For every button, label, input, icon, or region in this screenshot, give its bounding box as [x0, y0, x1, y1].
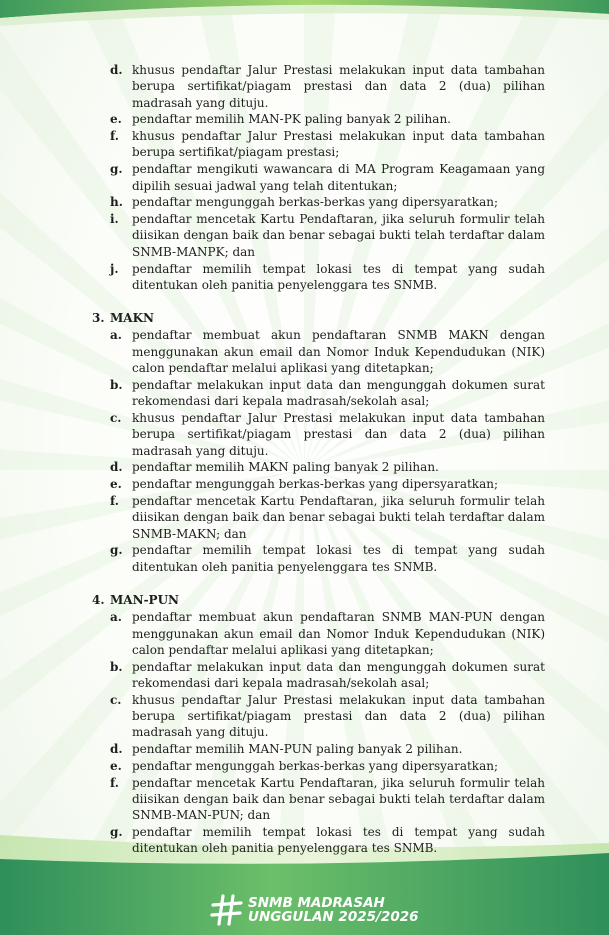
- list-item-letter: g.: [110, 825, 123, 840]
- list-item-text: khusus pendaftar Jalur Prestasi melakukan input data tambahan berupa sertifikat/piagam prestasi dan data 2 (dua) pilihan madrasah yang dituju.: [132, 692, 545, 740]
- list-item: [110, 194, 545, 210]
- list-item-text: pendaftar melakukan input data dan mengunggah dokumen surat rekomendasi dari kepala madrasah/sekolah asal;: [132, 659, 545, 690]
- list-item-letter: d.: [110, 460, 123, 475]
- list-item-text: pendaftar mengunggah berkas-berkas yang dipersyaratkan;: [132, 477, 498, 492]
- list-item: [110, 62, 545, 111]
- list-item-text: khusus pendaftar Jalur Prestasi melakukan input data tambahan berupa sertifikat/piagam prestasi dan data 2 (dua) pilihan madrasah yang dituju.: [132, 410, 545, 458]
- list-item: [110, 493, 545, 542]
- hashtag-icon: [210, 893, 244, 927]
- list-item: [110, 459, 545, 475]
- section-number: 3.: [92, 311, 105, 326]
- list-item-text: pendaftar mencetak Kartu Pendaftaran, jika seluruh formulir telah diisikan dengan baik dan benar sebagai bukti telah terdaftar dalam SNMB-MANPK; dan: [132, 212, 545, 259]
- list-item-letter: e.: [110, 758, 122, 773]
- list-item-text: pendaftar memilih MAN-PK paling banyak 2 pilihan.: [132, 112, 451, 127]
- list-item-text: pendaftar memilih MAKN paling banyak 2 pilihan.: [132, 460, 439, 475]
- list-item: [110, 161, 545, 194]
- section-number: 4.: [92, 592, 105, 607]
- list-item: [110, 775, 545, 824]
- list-item-text: pendaftar mencetak Kartu Pendaftaran, jika seluruh formulir telah diisikan dengan baik dan benar sebagai bukti telah terdaftar dalam SNMB-MAN-PUN; dan: [132, 775, 545, 823]
- list-item: [110, 692, 545, 741]
- list-item-letter: d.: [110, 63, 123, 77]
- top-decoration-band: [0, 0, 609, 40]
- section-heading: [92, 592, 609, 608]
- list-item-letter: d.: [110, 742, 123, 757]
- document-content: [0, 62, 609, 857]
- list-item-letter: h.: [110, 195, 123, 210]
- list-item: [110, 211, 545, 260]
- list-item: [110, 758, 545, 774]
- list-item-text: pendaftar mengunggah berkas-berkas yang dipersyaratkan;: [132, 758, 498, 773]
- list-item-letter: g.: [110, 543, 123, 558]
- list-item: [110, 609, 545, 658]
- list-item-text: pendaftar mencetak Kartu Pendaftaran, jika seluruh formulir telah diisikan dengan baik dan benar sebagai bukti telah terdaftar dalam SNMB-MAKN; dan: [132, 493, 545, 541]
- list-item-letter: f.: [110, 775, 119, 790]
- section-title: MAKN: [110, 311, 154, 326]
- list-item: [110, 410, 545, 459]
- list-item-letter: c.: [110, 410, 122, 425]
- footer-logo: [210, 893, 419, 927]
- list-item-letter: e.: [110, 112, 122, 127]
- section-title: MAN-PUN: [110, 592, 179, 607]
- list-item-text: pendaftar mengikuti wawancara di MA Program Keagamaan yang dipilih sesuai jadwal yang telah ditentukan;: [132, 162, 545, 193]
- footer-line1: SNMB MADRASAH: [248, 895, 385, 911]
- list-item: [110, 327, 545, 376]
- list-item: [110, 128, 545, 161]
- list-item-text: khusus pendaftar Jalur Prestasi melakukan input data tambahan berupa sertifikat/piagam prestasi dan data 2 (dua) pilihan madrasah yang dituju.: [132, 63, 545, 110]
- list-item-text: pendaftar memilih tempat lokasi tes di tempat yang sudah ditentukan oleh panitia penyelenggara tes SNMB.: [132, 261, 545, 292]
- list-item: [110, 659, 545, 692]
- list-item-text: pendaftar mengunggah berkas-berkas yang dipersyaratkan;: [132, 195, 498, 210]
- list-item-letter: i.: [110, 212, 119, 227]
- list-item: [110, 111, 545, 127]
- list-item-text: pendaftar memilih MAN-PUN paling banyak 2 pilihan.: [132, 742, 463, 757]
- footer-line2: UNGGULAN 2025/2026: [248, 909, 419, 925]
- list-item-letter: j.: [110, 261, 119, 276]
- list-item-letter: f.: [110, 129, 119, 144]
- list-item-letter: a.: [110, 610, 122, 625]
- list-item-letter: f.: [110, 493, 119, 508]
- list-item-text: pendaftar membuat akun pendaftaran SNMB MAKN dengan menggunakan akun email dan Nomor Induk Kependudukan (NIK) calon pendaftar melalui aplikasi yang ditetapkan;: [132, 328, 545, 376]
- list-item-text: pendaftar melakukan input data dan mengunggah dokumen surat rekomendasi dari kepala madrasah/sekolah asal;: [132, 377, 545, 409]
- footer-text: [248, 896, 419, 924]
- list-item-text: pendaftar memilih tempat lokasi tes di tempat yang sudah ditentukan oleh panitia penyelenggara tes SNMB.: [132, 825, 545, 856]
- list-item-letter: a.: [110, 328, 122, 343]
- list-item-letter: c.: [110, 692, 122, 707]
- list-item-text: khusus pendaftar Jalur Prestasi melakukan input data tambahan berupa sertifikat/piagam prestasi;: [132, 129, 545, 160]
- list-item: [110, 542, 545, 575]
- section-heading: [92, 310, 609, 326]
- list-item-letter: g.: [110, 162, 123, 177]
- list-item-letter: b.: [110, 377, 123, 392]
- list-item: [110, 261, 545, 294]
- list-item-text: pendaftar membuat akun pendaftaran SNMB MAN-PUN dengan menggunakan akun email dan Nomor Induk Kependudukan (NIK) calon pendaftar melalui aplikasi yang ditetapkan;: [132, 610, 545, 657]
- list-item: [110, 476, 545, 492]
- list-item-text: pendaftar memilih tempat lokasi tes di tempat yang sudah ditentukan oleh panitia penyelenggara tes SNMB.: [132, 543, 545, 574]
- list-item: [110, 824, 545, 857]
- list-item: [110, 741, 545, 757]
- list-item-letter: e.: [110, 477, 122, 492]
- list-item-letter: b.: [110, 659, 123, 674]
- list-item: [110, 377, 545, 410]
